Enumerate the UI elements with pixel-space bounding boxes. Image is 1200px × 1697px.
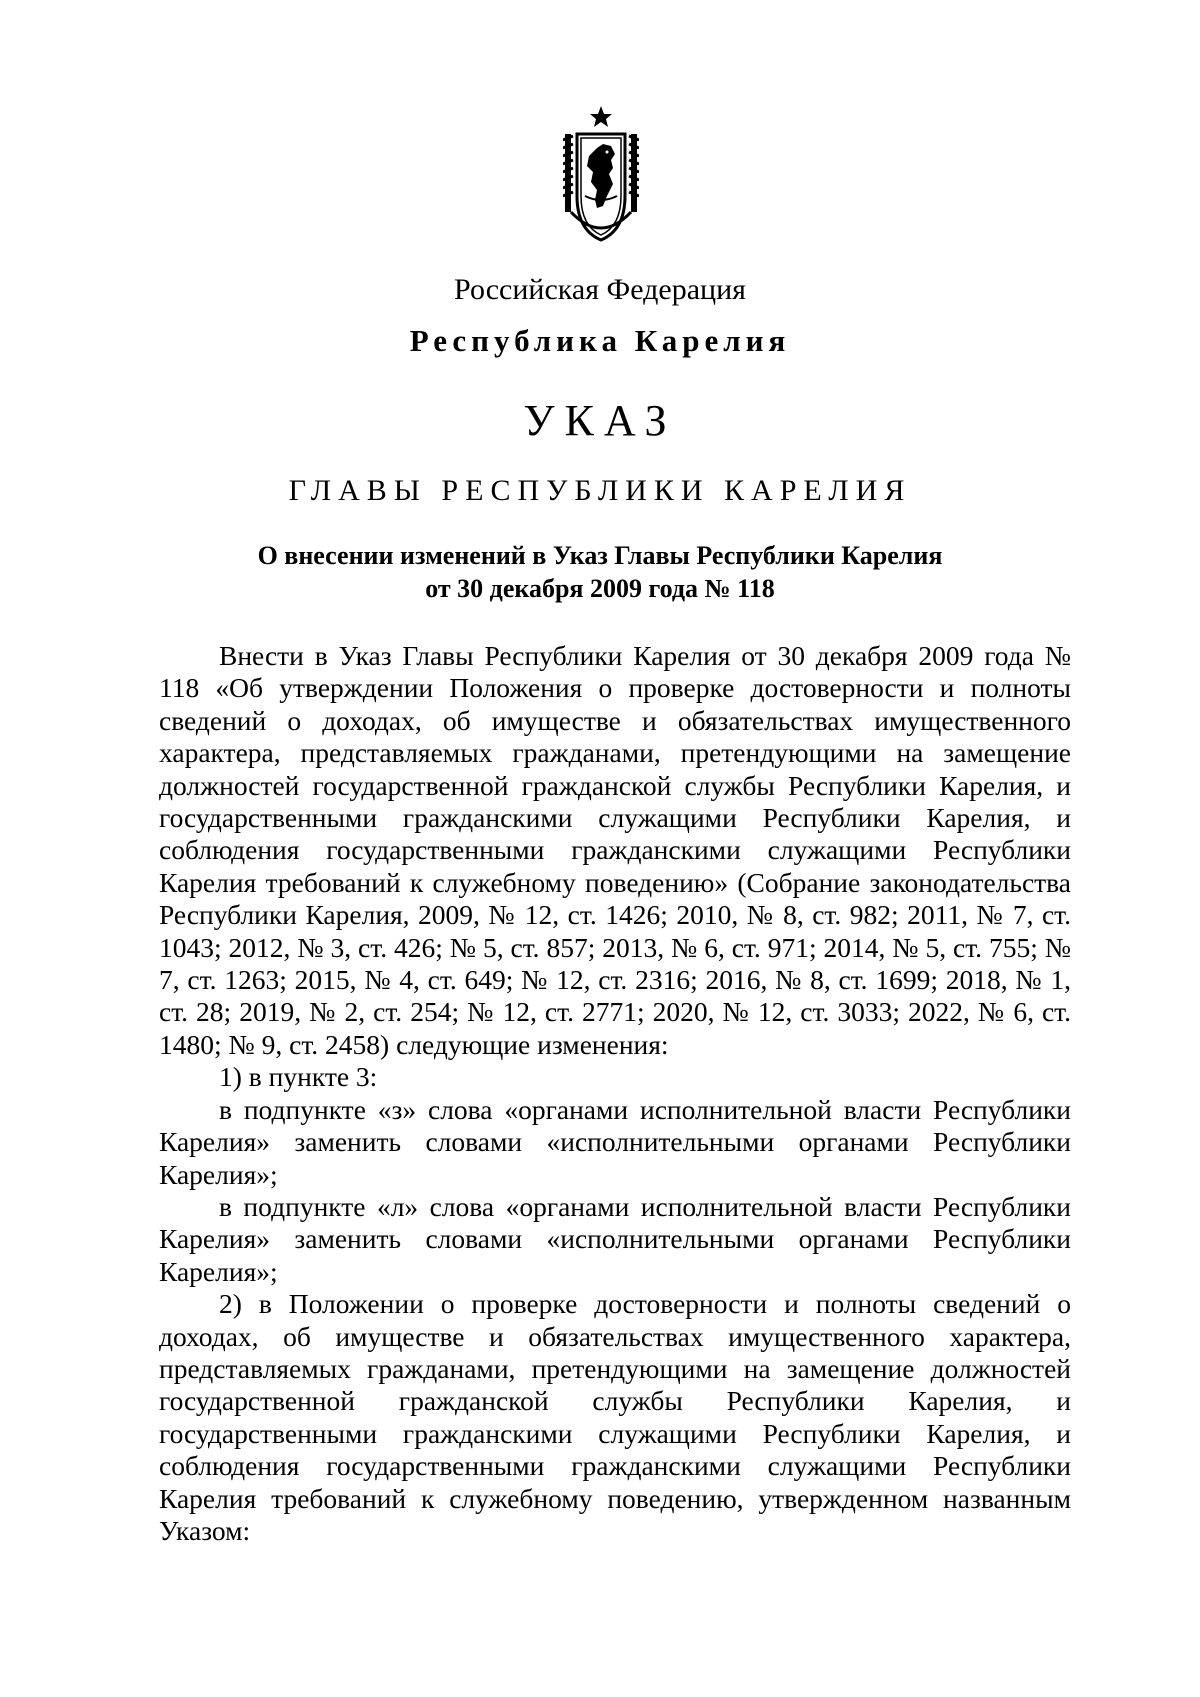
document-title <box>0 539 1200 605</box>
paragraph-subitem-z: в подпункте «з» слова «органами исполнительной власти Республики Карелия» заменить словами «исполнительными органами Республики Карелия»; <box>159 1093 1071 1190</box>
title-line-2: от 30 декабря 2009 года № 118 <box>425 574 775 603</box>
paragraph-item-2: 2) в Положении о проверке достоверности и полноты сведений о доходах, об имуществе и обязательствах имущественного характера, представляемых гражданами, претендующими на замещение должностей государственной гражданской службы Республики Карелия, и государственными гражданскими служащими Республики Карелия, и соблюдения государственными гражданскими служащими Республики Карелия требований к служебному поведению, утвержденном названным Указом: <box>159 1288 1071 1546</box>
issuer-heading: ГЛАВЫ РЕСПУБЛИКИ КАРЕЛИЯ <box>288 474 912 507</box>
title-line-1: О внесении изменений в Указ Главы Республики Карелия <box>257 541 943 570</box>
republic-name: Республика Карелия <box>409 323 791 358</box>
paragraph-main: Внести в Указ Главы Республики Карелия от 30 декабря 2009 года № 118 «Об утверждении Положения о проверке достоверности и полноты сведений о доходах, об имуществе и обязательствах имущественного характера, представляемых гражданами, претендующими на замещение должностей государственной гражданской службы Республики Карелия, и государственными гражданскими служащими Республики Карелия, и соблюдения государственными гражданскими служащими Республики Карелия требований к служебному поведению» (Собрание законодательства Республики Карелия, 2009, № 12, ст. 1426; 2010, № 8, ст. 982; 2011, № 7, ст. 1043; 2012, № 3, ст. 426; № 5, ст. 857; 2013, № 6, ст. 971; 2014, № 5, ст. 755; № 7, ст. 1263; 2015, № 4, ст. 649; № 12, ст. 2316; 2016, № 8, ст. 1699; 2018, № 1, ст. 28; 2019, № 2, ст. 254; № 12, ст. 2771; 2020, № 12, ст. 3033; 2022, № 6, ст. 1480; № 9, ст. 2458) следующие изменения: <box>159 640 1071 1060</box>
document-body <box>159 640 1071 1547</box>
paragraph-item-1: 1) в пункте 3: <box>219 1061 378 1093</box>
coat-of-arms-icon <box>563 104 639 246</box>
country-name: Российская Федерация <box>454 273 746 306</box>
paragraph-subitem-l: в подпункте «л» слова «органами исполнительной власти Республики Карелия» заменить словами «исполнительными органами Республики Карелия»; <box>159 1190 1071 1287</box>
document-type: УКАЗ <box>523 396 677 445</box>
